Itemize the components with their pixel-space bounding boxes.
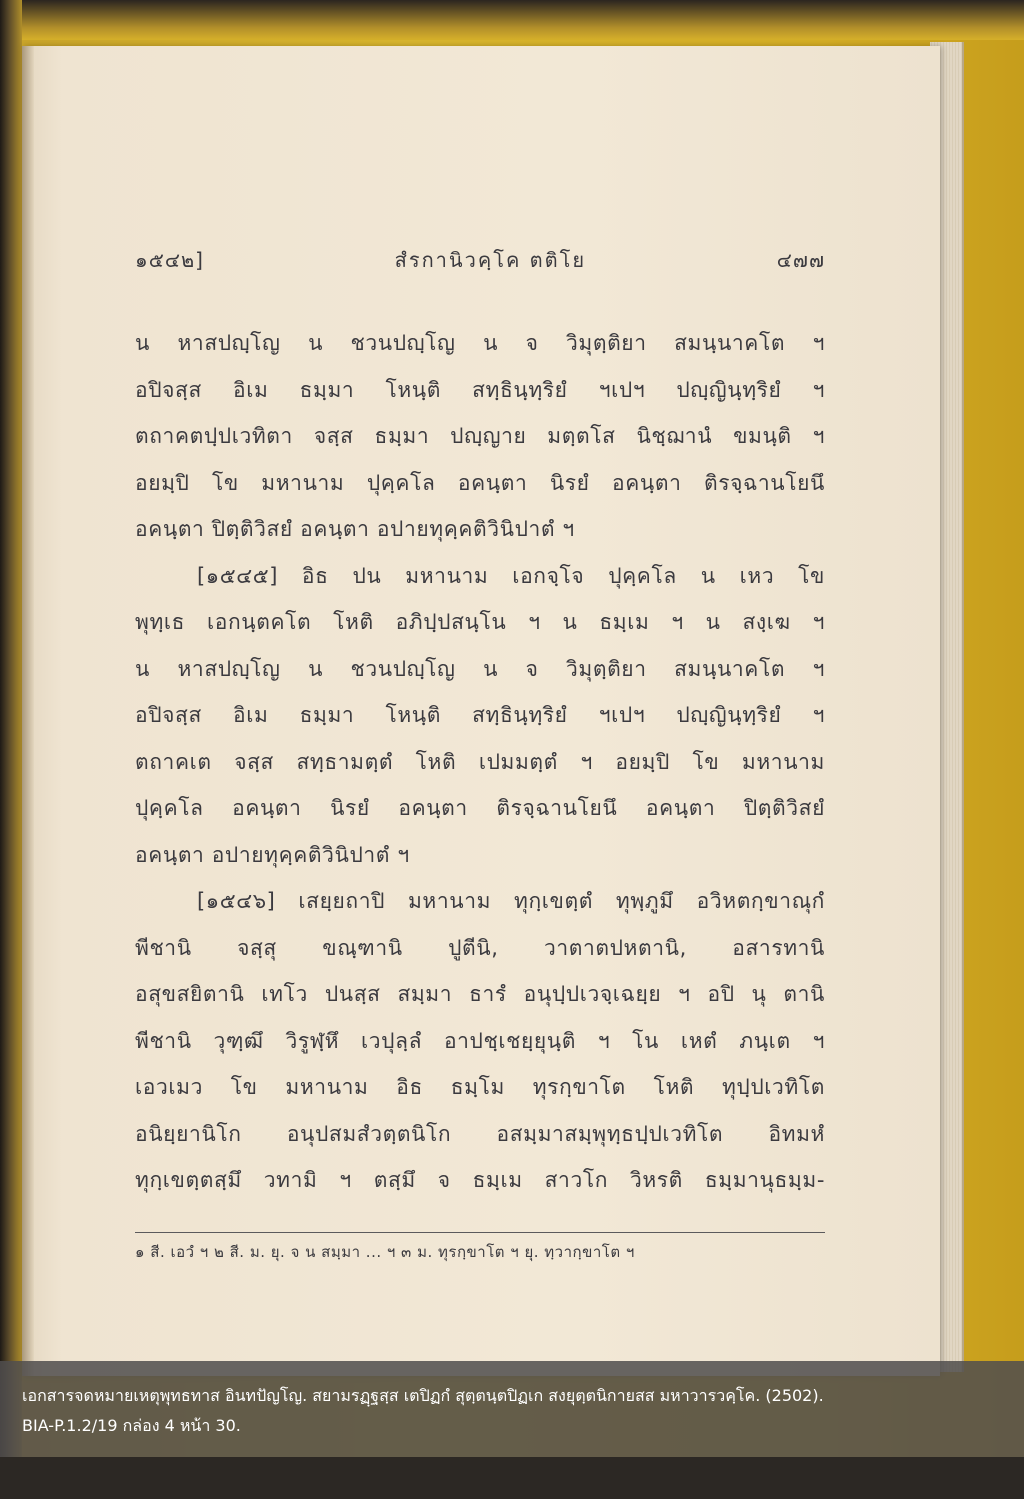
text-line: อนิยฺยานิโก อนุปสมสํวตฺตนิโก อสมฺมาสมฺพุทฺธปฺปเวทิโต อิทมหํ [135, 1121, 825, 1146]
caption-reference: BIA-P.1.2/19 กล่อง 4 หน้า 30. [22, 1416, 241, 1435]
text-line: [๑๕๔๕] อิธ ปน มหานาม เอกจฺโจ ปุคฺคโล น เหว โข [197, 563, 825, 588]
text-line: ตถาคเต จสฺส สทฺธามตฺตํ โหติ เปมมตฺตํ ฯ อยมฺปิ โข มหานาม [135, 749, 825, 774]
text-line: อคนฺตา ปิตฺติวิสยํ อคนฺตา อปายทุคฺคติวินิปาตํ ฯ [135, 517, 575, 541]
text-line: อคนฺตา อปายทุคฺคติวินิปาตํ ฯ [135, 842, 410, 867]
bottom-margin [0, 1457, 1024, 1499]
text-line: พีชานิ วุฑฺฒึ วิรูฬฺหึ เวปุลฺลํ อาปชฺเชยฺยุนฺติ ฯ โน เหตํ ภนฺเต ฯ [135, 1028, 825, 1053]
body-text [135, 320, 825, 1204]
header-section-number: ๑๕๔๒] [135, 248, 204, 272]
text-line: ปุคฺคโล อคนฺตา นิรยํ อคนฺตา ติรจฺฉานโยนึ อคนฺตา ปิตฺติวิสยํ [135, 796, 825, 820]
text-line: อปิจสฺส อิเม ธมฺมา โหนฺติ สทฺธินฺทฺริยํ ฯเปฯ ปญฺญินฺทฺริยํ ฯ [135, 703, 825, 727]
text-line: พุทฺเธ เอกนฺตคโต โหติ อภิปฺปสนฺโน ฯ น ธมฺเม ฯ น สงฺเฆ ฯ [135, 610, 825, 634]
text-line: อสุขสยิตานิ เทโว ปนสฺส สมฺมา ธารํ อนุปฺปเวจฺเฉยฺย ฯ อปิ นุ ตานิ [135, 982, 825, 1006]
text-line: [๑๕๔๖] เสยฺยถาปิ มหานาม ทุกฺเขตฺตํ ทุพฺภูมึ อวิหตกฺขาณุกํ [197, 889, 825, 913]
text-line: น หาสปญฺโญ น ชวนปญฺโญ น จ วิมุตฺติยา สมนฺนาคโต ฯ [135, 331, 825, 355]
footnote-divider [135, 1232, 825, 1233]
footnotes: ๑ สี. เอวํ ฯ ๒ สี. ม. ยุ. จ น สมฺมา ... ฯ ๓ ม. ทุรกฺขาโต ฯ ยุ. ทฺวากฺขาโต ฯ [135, 1243, 635, 1261]
archive-caption [0, 1361, 1024, 1457]
caption-citation: เอกสารจดหมายเหตุพุทธทาส อินทปัญโญ. สยามรฏฺฐสฺส เตปิฏกํ สุตฺตนฺตปิฏเก สงยุตฺตนิกายสส มหาวารวคฺโค. (2502). [22, 1386, 824, 1405]
text-line: อยมฺปิ โข มหานาม ปุคฺคโล อคนฺตา นิรยํ อคนฺตา ติรจฺฉานโยนึ [135, 470, 825, 495]
book-spine [0, 0, 22, 1499]
header-title: สํรกานิวคฺโค ตติโย [394, 248, 587, 272]
page-gutter [22, 46, 34, 1376]
text-line: อปิจสฺส อิเม ธมฺมา โหนฺติ สทฺธินฺทฺริยํ ฯเปฯ ปญฺญินฺทฺริยํ ฯ [135, 377, 825, 402]
text-line: ทุกฺเขตฺตสฺมึ วทามิ ฯ ตสฺมึ จ ธมฺเม สาวโก วิหรติ ธมฺมานุธมฺม- [135, 1168, 825, 1192]
text-line: เอวเมว โข มหานาม อิธ ธมฺโม ทุรกฺขาโต โหติ ทุปฺปเวทิโต [135, 1075, 825, 1099]
running-header [135, 240, 825, 280]
text-line: ตถาคตปฺปเวทิตา จสฺส ธมฺมา ปญฺญาย มตฺตโส นิชฺฌานํ ขมนฺติ ฯ [135, 424, 825, 448]
header-page-number: ๔๗๗ [776, 248, 825, 272]
text-line: น หาสปญฺโญ น ชวนปญฺโญ น จ วิมุตฺติยา สมนฺนาคโต ฯ [135, 656, 825, 681]
cover-top-edge [0, 0, 1024, 40]
text-line: พีชานิ จสฺสุ ขณฺฑานิ ปูตีนิ, วาตาตปหตานิ, อสารทานิ [135, 935, 825, 960]
